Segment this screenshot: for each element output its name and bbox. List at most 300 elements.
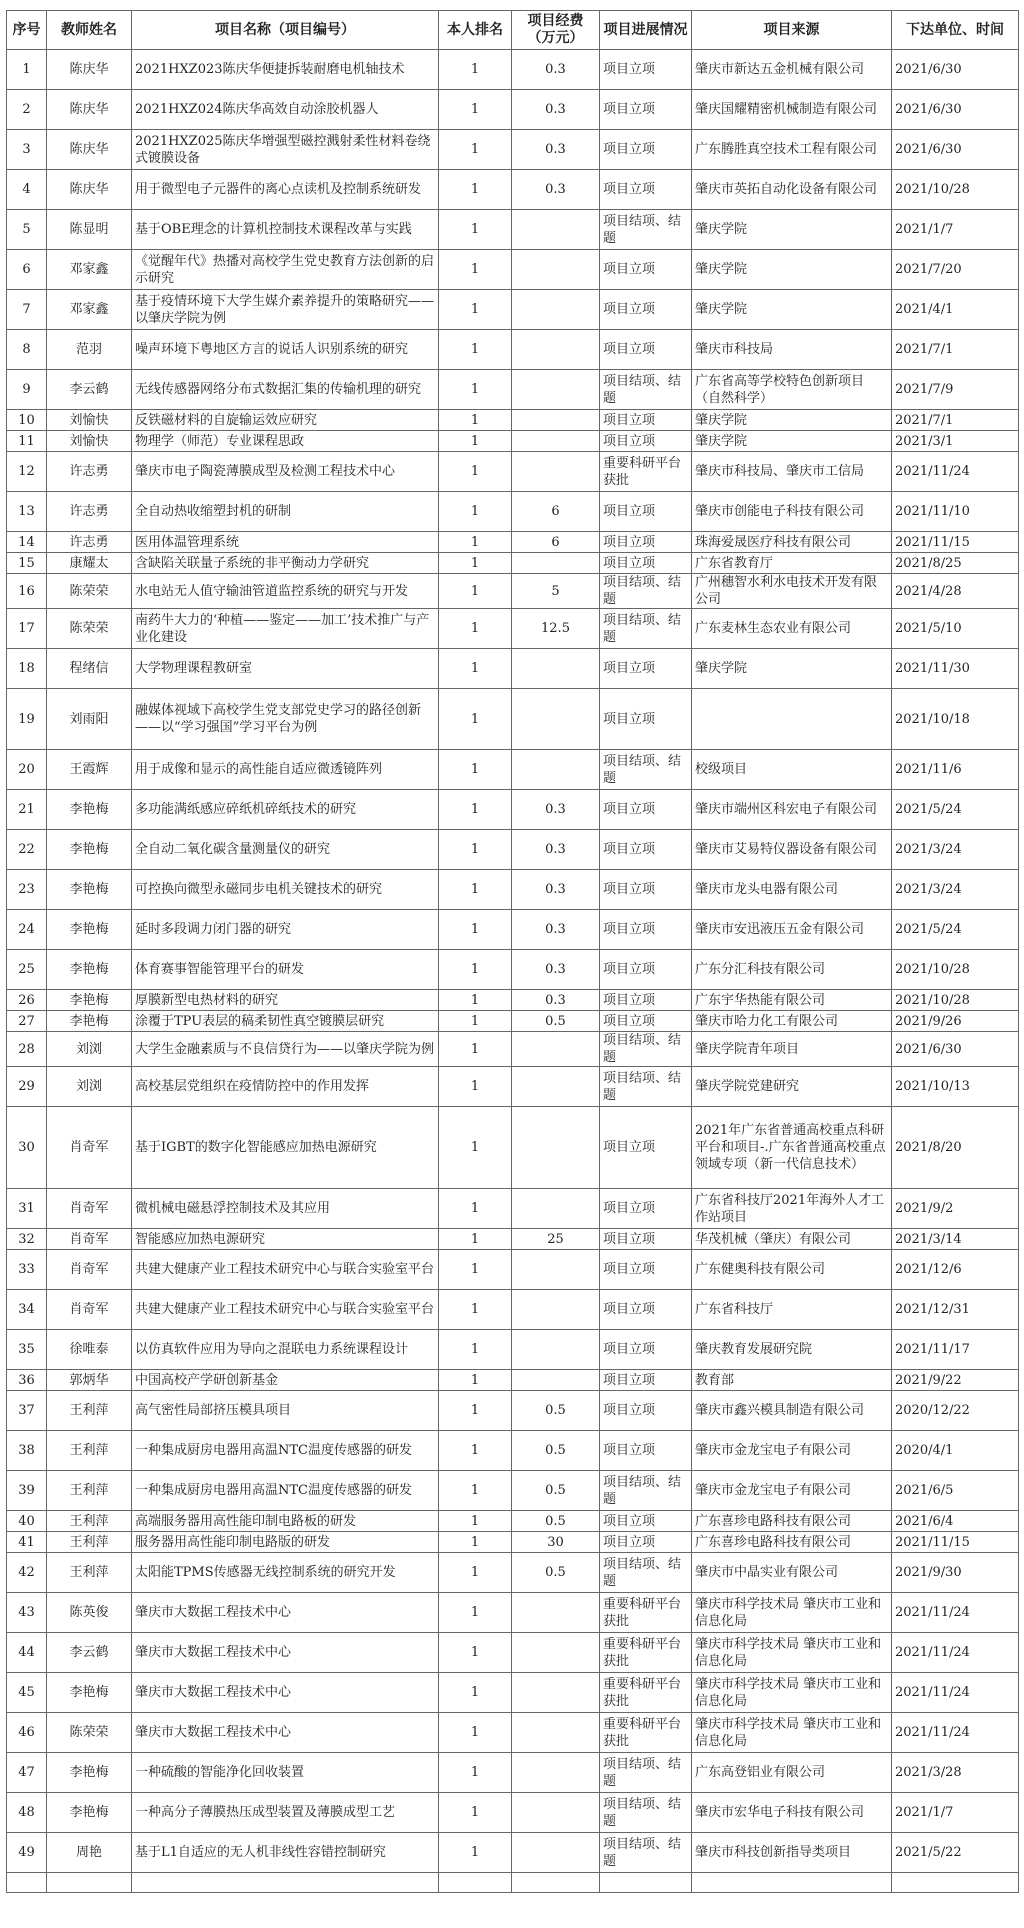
cell-teacher: 徐唯泰: [47, 1330, 132, 1370]
cell-funding: [512, 1067, 600, 1107]
cell-index: 48: [7, 1793, 47, 1833]
cell-project-name: 2021HXZ025陈庆华增强型磁控溅射柔性材料卷绕式镀膜设备: [132, 130, 439, 170]
table-row: [7, 1431, 1019, 1471]
cell-index: 41: [7, 1532, 47, 1553]
cell-funding: [512, 1833, 600, 1873]
cell-progress: 项目立项: [600, 90, 692, 130]
cell-project-name: 肇庆市大数据工程技术中心: [132, 1593, 439, 1633]
table-row: [7, 649, 1019, 689]
cell-teacher: 刘浏: [47, 1067, 132, 1107]
cell-index: 18: [7, 649, 47, 689]
header-funding: 项目经费（万元）: [512, 11, 600, 50]
cell-issuer-date: 2021/11/17: [892, 1330, 1019, 1370]
cell-source: 肇庆学院: [692, 431, 892, 452]
cell-teacher: 王利萍: [47, 1471, 132, 1511]
cell-funding: 0.5: [512, 1471, 600, 1511]
cell-funding: [512, 1633, 600, 1673]
cell-project-name: 无线传感器网络分布式数据汇集的传输机理的研究: [132, 370, 439, 410]
cell-progress: 重要科研平台获批: [600, 452, 692, 492]
table-row: [7, 1370, 1019, 1391]
cell-funding: 0.5: [512, 1431, 600, 1471]
table-row: [7, 990, 1019, 1011]
cell-rank: 1: [439, 1370, 512, 1391]
header-teacher: 教师姓名: [47, 11, 132, 50]
table-row: [7, 1833, 1019, 1873]
cell-source: 广东分汇科技有限公司: [692, 950, 892, 990]
cell-project-name: 太阳能TPMS传感器无线控制系统的研究开发: [132, 1553, 439, 1593]
table-row: [7, 553, 1019, 574]
header-rank: 本人排名: [439, 11, 512, 50]
cell-project-name: 医用体温管理系统: [132, 532, 439, 553]
table-row: [7, 50, 1019, 90]
cell-teacher: 王利萍: [47, 1532, 132, 1553]
cell-index: 43: [7, 1593, 47, 1633]
cell-teacher: 刘愉快: [47, 431, 132, 452]
cell-funding: 5: [512, 574, 600, 609]
cell-rank: 1: [439, 1833, 512, 1873]
cell-source: 肇庆学院青年项目: [692, 1032, 892, 1067]
cell-source: 肇庆市鑫兴模具制造有限公司: [692, 1391, 892, 1431]
cell-teacher: 李艳梅: [47, 870, 132, 910]
cell-progress: 重要科研平台获批: [600, 1633, 692, 1673]
table-row: [7, 1753, 1019, 1793]
cell-funding: 0.3: [512, 50, 600, 90]
cell-source: 广东省高等学校特色创新项目（自然科学）: [692, 370, 892, 410]
cell-source: 肇庆市金龙宝电子有限公司: [692, 1431, 892, 1471]
cell-issuer-date: 2021/6/30: [892, 50, 1019, 90]
cell-index: 14: [7, 532, 47, 553]
cell-source: 肇庆学院: [692, 250, 892, 290]
cell-source: 广州穗智水利水电技术开发有限公司: [692, 574, 892, 609]
cell-issuer-date: 2021/11/24: [892, 452, 1019, 492]
cell-funding: [512, 330, 600, 370]
table-row: [7, 1532, 1019, 1553]
table-row: [7, 750, 1019, 790]
cell-teacher: 李艳梅: [47, 990, 132, 1011]
cell-teacher: 陈庆华: [47, 50, 132, 90]
cell-funding: [512, 1793, 600, 1833]
cell-issuer-date: 2021/11/6: [892, 750, 1019, 790]
cell-issuer-date: 2021/10/13: [892, 1067, 1019, 1107]
table-row: [7, 1330, 1019, 1370]
cell-progress: 项目结项、结题: [600, 1032, 692, 1067]
cell-teacher: 肖奇军: [47, 1189, 132, 1229]
table-row: [7, 492, 1019, 532]
cell-project-name: 微机械电磁悬浮控制技术及其应用: [132, 1189, 439, 1229]
cell-issuer-date: 2021/12/6: [892, 1250, 1019, 1290]
cell-progress: 项目立项: [600, 830, 692, 870]
table-row: [7, 950, 1019, 990]
cell-issuer-date: 2021/11/24: [892, 1713, 1019, 1753]
cell-rank: 1: [439, 1553, 512, 1593]
cell-project-name: 基于OBE理念的计算机控制技术课程改革与实践: [132, 210, 439, 250]
cell-project-name: 基于IGBT的数字化智能感应加热电源研究: [132, 1107, 439, 1189]
cell-project-name: 水电站无人值守输油管道监控系统的研究与开发: [132, 574, 439, 609]
cell-progress: 项目立项: [600, 330, 692, 370]
cell-progress: 重要科研平台获批: [600, 1673, 692, 1713]
cell-project-name: 含缺陷关联量子系统的非平衡动力学研究: [132, 553, 439, 574]
table-row: [7, 532, 1019, 553]
cell-project-name: 共建大健康产业工程技术研究中心与联合实验室平台: [132, 1250, 439, 1290]
cell-project-name: 肇庆市电子陶瓷薄膜成型及检测工程技术中心: [132, 452, 439, 492]
cell-index: 2: [7, 90, 47, 130]
cell-funding: 0.3: [512, 170, 600, 210]
cell-source: 广东省科技厅: [692, 1290, 892, 1330]
table-row: [7, 870, 1019, 910]
cell-issuer-date: 2021/7/1: [892, 330, 1019, 370]
header-issuer-date: 下达单位、时间: [892, 11, 1019, 50]
cell-rank: 1: [439, 990, 512, 1011]
cell-teacher: 陈庆华: [47, 130, 132, 170]
cell-index: 19: [7, 689, 47, 750]
cell-index: 22: [7, 830, 47, 870]
cell-teacher: 陈英俊: [47, 1593, 132, 1633]
cell-index: 8: [7, 330, 47, 370]
cell-rank: 1: [439, 1067, 512, 1107]
cell-source: 肇庆市安迅液压五金有限公司: [692, 910, 892, 950]
cell-rank: 1: [439, 649, 512, 689]
cell-progress: 项目立项: [600, 950, 692, 990]
cell-issuer-date: 2021/7/1: [892, 410, 1019, 431]
cell-project-name: 融媒体视域下高校学生党支部党史学习的路径创新——以“学习强国”学习平台为例: [132, 689, 439, 750]
cell-progress: 项目立项: [600, 1532, 692, 1553]
cell-issuer-date: 2021/3/1: [892, 431, 1019, 452]
cell-progress: 项目立项: [600, 50, 692, 90]
cell-project-name: 厚膜新型电热材料的研究: [132, 990, 439, 1011]
cell-project-name: 反铁磁材料的自旋输运效应研究: [132, 410, 439, 431]
cell-issuer-date: 2021/11/30: [892, 649, 1019, 689]
cell-project-name: 南药牛大力的‘种植——鉴定——加工’技术推广与产业化建设: [132, 609, 439, 649]
cell-index: 42: [7, 1553, 47, 1593]
cell-rank: 1: [439, 250, 512, 290]
cell-funding: [512, 1330, 600, 1370]
table-row: [7, 1673, 1019, 1713]
cell-issuer-date: 2021/1/7: [892, 1793, 1019, 1833]
header-index: 序号: [7, 11, 47, 50]
cell-rank: 1: [439, 130, 512, 170]
cell-funding: [512, 410, 600, 431]
table-row: [7, 1633, 1019, 1673]
cell-progress: 项目结项、结题: [600, 609, 692, 649]
cell-project-name: 服务器用高性能印制电路版的研发: [132, 1532, 439, 1553]
cell-project-name: 涂覆于TPU表层的稿柔韧性真空镀膜层研究: [132, 1011, 439, 1032]
cell-progress: 项目立项: [600, 1011, 692, 1032]
cell-project-name: 基于L1自适应的无人机非线性容错控制研究: [132, 1833, 439, 1873]
blank-row: [7, 1873, 1019, 1893]
cell-funding: [512, 750, 600, 790]
cell-project-name: 以仿真软件应用为导向之混联电力系统课程设计: [132, 1330, 439, 1370]
cell-issuer-date: 2021/9/30: [892, 1553, 1019, 1593]
table-row: [7, 1713, 1019, 1753]
cell-issuer-date: 2021/11/10: [892, 492, 1019, 532]
cell-project-name: 体育赛事智能管理平台的研发: [132, 950, 439, 990]
table-row: [7, 452, 1019, 492]
cell-project-name: 全自动二氧化碳含量测量仪的研究: [132, 830, 439, 870]
cell-rank: 1: [439, 210, 512, 250]
blank-cell: [132, 1873, 439, 1893]
cell-rank: 1: [439, 50, 512, 90]
cell-source: 肇庆学院: [692, 410, 892, 431]
cell-rank: 1: [439, 790, 512, 830]
cell-teacher: 肖奇军: [47, 1107, 132, 1189]
cell-funding: 0.3: [512, 90, 600, 130]
cell-progress: 项目立项: [600, 492, 692, 532]
cell-rank: 1: [439, 1431, 512, 1471]
cell-issuer-date: 2021/10/28: [892, 170, 1019, 210]
cell-project-name: 噪声环境下粤地区方言的说话人识别系统的研究: [132, 330, 439, 370]
cell-rank: 1: [439, 1032, 512, 1067]
cell-funding: [512, 1189, 600, 1229]
cell-source: 珠海爱晟医疗科技有限公司: [692, 532, 892, 553]
cell-rank: 1: [439, 910, 512, 950]
cell-funding: [512, 1713, 600, 1753]
cell-project-name: 基于疫情环境下大学生媒介素养提升的策略研究——以肇庆学院为例: [132, 290, 439, 330]
cell-progress: 项目立项: [600, 910, 692, 950]
cell-funding: [512, 553, 600, 574]
blank-cell: [692, 1873, 892, 1893]
cell-funding: [512, 1593, 600, 1633]
cell-source: 肇庆市新达五金机械有限公司: [692, 50, 892, 90]
cell-teacher: 邓家鑫: [47, 290, 132, 330]
table-row: [7, 370, 1019, 410]
cell-issuer-date: 2021/10/28: [892, 950, 1019, 990]
cell-progress: 项目立项: [600, 290, 692, 330]
cell-teacher: 陈荣荣: [47, 609, 132, 649]
table-row: [7, 910, 1019, 950]
cell-progress: 项目立项: [600, 1511, 692, 1532]
cell-teacher: 邓家鑫: [47, 250, 132, 290]
table-row: [7, 1471, 1019, 1511]
cell-index: 13: [7, 492, 47, 532]
cell-funding: [512, 649, 600, 689]
cell-teacher: 李艳梅: [47, 950, 132, 990]
cell-issuer-date: 2020/12/22: [892, 1391, 1019, 1431]
cell-issuer-date: 2021/7/9: [892, 370, 1019, 410]
blank-cell: [892, 1873, 1019, 1893]
cell-funding: [512, 210, 600, 250]
cell-issuer-date: 2021/11/15: [892, 532, 1019, 553]
cell-rank: 1: [439, 290, 512, 330]
cell-index: 37: [7, 1391, 47, 1431]
cell-teacher: 李艳梅: [47, 1673, 132, 1713]
cell-project-name: 一种高分子薄膜热压成型装置及薄膜成型工艺: [132, 1793, 439, 1833]
cell-progress: 项目立项: [600, 990, 692, 1011]
cell-index: 30: [7, 1107, 47, 1189]
cell-teacher: 陈荣荣: [47, 574, 132, 609]
cell-index: 11: [7, 431, 47, 452]
cell-project-name: 大学物理课程教研室: [132, 649, 439, 689]
cell-rank: 1: [439, 1189, 512, 1229]
cell-issuer-date: 2021/6/30: [892, 90, 1019, 130]
cell-rank: 1: [439, 1250, 512, 1290]
blank-cell: [47, 1873, 132, 1893]
cell-funding: [512, 1673, 600, 1713]
cell-funding: 0.5: [512, 1011, 600, 1032]
cell-progress: 重要科研平台获批: [600, 1593, 692, 1633]
cell-teacher: 王利萍: [47, 1431, 132, 1471]
table-row: [7, 1793, 1019, 1833]
cell-index: 24: [7, 910, 47, 950]
table-row: [7, 1011, 1019, 1032]
cell-project-name: 用于微型电子元器件的离心点读机及控制系统研发: [132, 170, 439, 210]
cell-rank: 1: [439, 170, 512, 210]
cell-funding: 0.3: [512, 830, 600, 870]
cell-project-name: 高端服务器用高性能印制电路板的研发: [132, 1511, 439, 1532]
cell-issuer-date: 2021/6/4: [892, 1511, 1019, 1532]
cell-source: 广东腾胜真空技术工程有限公司: [692, 130, 892, 170]
table-row: [7, 210, 1019, 250]
cell-source: 肇庆市端州区科宏电子有限公司: [692, 790, 892, 830]
cell-teacher: 陈庆华: [47, 90, 132, 130]
cell-rank: 1: [439, 1713, 512, 1753]
table-row: [7, 1067, 1019, 1107]
cell-teacher: 肖奇军: [47, 1250, 132, 1290]
cell-project-name: 肇庆市大数据工程技术中心: [132, 1713, 439, 1753]
cell-source: 广东麦林生态农业有限公司: [692, 609, 892, 649]
cell-source: 肇庆市科学技术局 肇庆市工业和信息化局: [692, 1633, 892, 1673]
cell-source: 肇庆学院: [692, 649, 892, 689]
cell-progress: 项目立项: [600, 532, 692, 553]
cell-rank: 1: [439, 1391, 512, 1431]
cell-source: 2021年广东省普通高校重点科研平台和项目-.广东省普通高校重点领域专项（新一代信息技术）: [692, 1107, 892, 1189]
cell-project-name: 《觉醒年代》热播对高校学生党史教育方法创新的启示研究: [132, 250, 439, 290]
project-table: [6, 10, 1019, 1893]
cell-issuer-date: 2021/3/28: [892, 1753, 1019, 1793]
table-row: [7, 170, 1019, 210]
cell-funding: 0.5: [512, 1391, 600, 1431]
cell-teacher: 周艳: [47, 1833, 132, 1873]
cell-teacher: 许志勇: [47, 532, 132, 553]
cell-progress: 项目立项: [600, 1431, 692, 1471]
cell-issuer-date: 2021/5/10: [892, 609, 1019, 649]
cell-rank: 1: [439, 1471, 512, 1511]
cell-project-name: 肇庆市大数据工程技术中心: [132, 1633, 439, 1673]
table-row: [7, 1229, 1019, 1250]
cell-issuer-date: 2021/11/24: [892, 1633, 1019, 1673]
cell-teacher: 肖奇军: [47, 1290, 132, 1330]
table-header-row: [7, 11, 1019, 50]
table-row: [7, 609, 1019, 649]
cell-project-name: 高校基层党组织在疫情防控中的作用发挥: [132, 1067, 439, 1107]
cell-source: 肇庆教育发展研究院: [692, 1330, 892, 1370]
cell-issuer-date: 2021/4/1: [892, 290, 1019, 330]
cell-project-name: 2021HXZ024陈庆华高效自动涂胶机器人: [132, 90, 439, 130]
cell-source: 肇庆学院党建研究: [692, 1067, 892, 1107]
cell-rank: 1: [439, 90, 512, 130]
table-row: [7, 1290, 1019, 1330]
cell-index: 10: [7, 410, 47, 431]
cell-rank: 1: [439, 1511, 512, 1532]
cell-index: 9: [7, 370, 47, 410]
cell-teacher: 郭炳华: [47, 1370, 132, 1391]
cell-teacher: 肖奇军: [47, 1229, 132, 1250]
cell-progress: 项目结项、结题: [600, 1553, 692, 1593]
cell-teacher: 许志勇: [47, 492, 132, 532]
cell-rank: 1: [439, 1532, 512, 1553]
cell-source: 肇庆学院: [692, 210, 892, 250]
cell-progress: 项目结项、结题: [600, 1753, 692, 1793]
cell-issuer-date: 2020/4/1: [892, 1431, 1019, 1471]
cell-index: 23: [7, 870, 47, 910]
cell-progress: 项目结项、结题: [600, 1471, 692, 1511]
table-row: [7, 431, 1019, 452]
cell-index: 20: [7, 750, 47, 790]
cell-rank: 1: [439, 830, 512, 870]
cell-funding: [512, 452, 600, 492]
cell-rank: 1: [439, 950, 512, 990]
cell-rank: 1: [439, 689, 512, 750]
cell-funding: 30: [512, 1532, 600, 1553]
cell-progress: 项目结项、结题: [600, 210, 692, 250]
cell-project-name: 一种硫酸的智能净化回收装置: [132, 1753, 439, 1793]
cell-issuer-date: 2021/6/30: [892, 1032, 1019, 1067]
cell-funding: 0.3: [512, 870, 600, 910]
cell-rank: 1: [439, 1229, 512, 1250]
table-row: [7, 250, 1019, 290]
cell-index: 39: [7, 1471, 47, 1511]
cell-index: 32: [7, 1229, 47, 1250]
cell-source: 肇庆市宏华电子科技有限公司: [692, 1793, 892, 1833]
cell-funding: 0.3: [512, 790, 600, 830]
cell-index: 4: [7, 170, 47, 210]
cell-funding: 6: [512, 492, 600, 532]
cell-issuer-date: 2021/10/28: [892, 990, 1019, 1011]
cell-progress: 项目立项: [600, 1391, 692, 1431]
table-row: [7, 1511, 1019, 1532]
cell-project-name: 大学生金融素质与不良信贷行为——以肇庆学院为例: [132, 1032, 439, 1067]
cell-teacher: 程绪信: [47, 649, 132, 689]
cell-source: 肇庆国耀精密机械制造有限公司: [692, 90, 892, 130]
table-row: [7, 1189, 1019, 1229]
header-source: 项目来源: [692, 11, 892, 50]
cell-progress: 项目立项: [600, 1330, 692, 1370]
cell-project-name: 2021HXZ023陈庆华便捷拆装耐磨电机轴技术: [132, 50, 439, 90]
cell-source: 肇庆市科学技术局 肇庆市工业和信息化局: [692, 1673, 892, 1713]
cell-project-name: 物理学（师范）专业课程思政: [132, 431, 439, 452]
blank-cell: [439, 1873, 512, 1893]
cell-progress: 项目结项、结题: [600, 1067, 692, 1107]
cell-source: 广东喜珍电路科技有限公司: [692, 1511, 892, 1532]
cell-rank: 1: [439, 452, 512, 492]
cell-teacher: 李艳梅: [47, 1011, 132, 1032]
cell-teacher: 刘雨阳: [47, 689, 132, 750]
cell-progress: 项目立项: [600, 431, 692, 452]
table-row: [7, 1391, 1019, 1431]
table-row: [7, 410, 1019, 431]
cell-project-name: 肇庆市大数据工程技术中心: [132, 1673, 439, 1713]
cell-funding: 6: [512, 532, 600, 553]
cell-progress: 项目立项: [600, 1189, 692, 1229]
cell-teacher: 康耀太: [47, 553, 132, 574]
cell-source: 广东省教育厅: [692, 553, 892, 574]
cell-rank: 1: [439, 1593, 512, 1633]
cell-funding: [512, 431, 600, 452]
cell-progress: 项目立项: [600, 553, 692, 574]
cell-index: 28: [7, 1032, 47, 1067]
cell-issuer-date: 2021/9/26: [892, 1011, 1019, 1032]
cell-progress: 项目立项: [600, 1250, 692, 1290]
cell-project-name: 一种集成厨房电器用高温NTC温度传感器的研发: [132, 1471, 439, 1511]
cell-index: 3: [7, 130, 47, 170]
cell-source: 肇庆市哈力化工有限公司: [692, 1011, 892, 1032]
table-row: [7, 130, 1019, 170]
table-row: [7, 1107, 1019, 1189]
cell-progress: 项目立项: [600, 649, 692, 689]
cell-index: 40: [7, 1511, 47, 1532]
cell-progress: 项目立项: [600, 1229, 692, 1250]
cell-index: 45: [7, 1673, 47, 1713]
cell-index: 1: [7, 50, 47, 90]
